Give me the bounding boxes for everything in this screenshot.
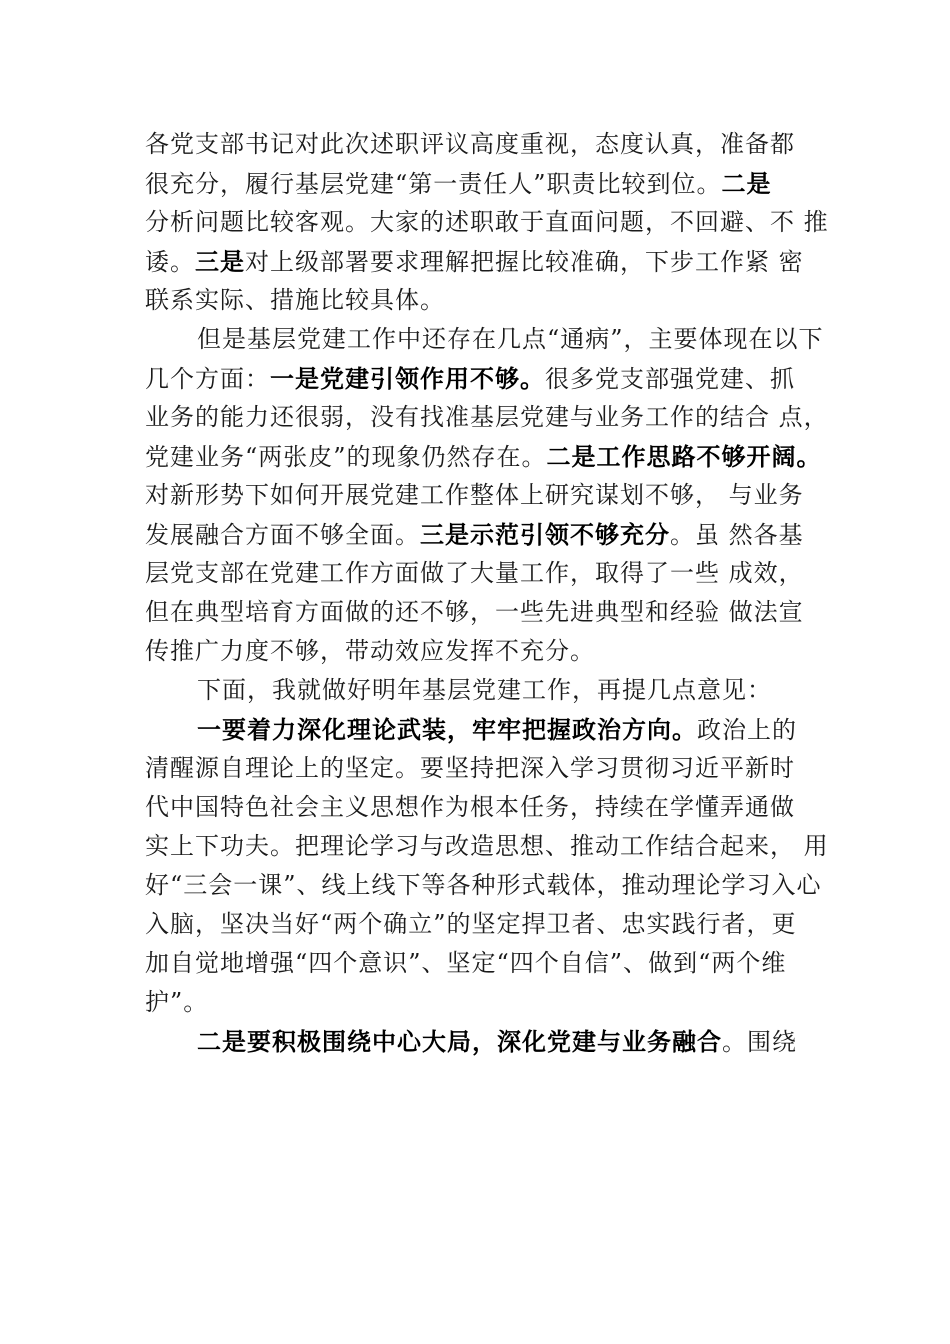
body-text: 诿。 (145, 248, 195, 276)
text-line (145, 476, 845, 515)
bold-heading-text: 三是 (195, 247, 245, 276)
body-text: 党建业务“两张皮”的现象仍然存在。 (145, 443, 547, 471)
text-line (145, 359, 845, 398)
text-line (145, 788, 845, 827)
body-text: 层党支部在党建工作方面做了大量工作，取得了一些 成效， (145, 559, 804, 587)
body-text: 很充分，履行基层党建“第一责任人”职责比较到位。 (145, 170, 722, 198)
body-text: 分析问题比较客观。大家的述职敢于直面问题，不回避、不 推 (145, 208, 829, 236)
paragraph-first-line (145, 671, 845, 710)
body-text: 各党支部书记对此次述职评议高度重视，态度认真，准备都 (145, 130, 795, 158)
body-text: 很多党支部强党建、抓 (545, 365, 795, 393)
body-text: 但在典型培育方面做的还不够，一些先进典型和经验 做法宣 (145, 598, 804, 626)
text-line (145, 983, 845, 1022)
text-line (145, 281, 845, 320)
body-text: 代中国特色社会主义思想作为根本任务，持续在学懂弄通做 (145, 793, 795, 821)
body-text: 政治上的 (697, 716, 797, 744)
body-text: 几个方面： (145, 365, 270, 393)
text-line (145, 515, 845, 554)
text-line (145, 827, 845, 866)
text-line (145, 164, 845, 203)
text-line (145, 749, 845, 788)
text-line (145, 398, 845, 437)
text-line (145, 866, 845, 905)
text-line (145, 437, 845, 476)
bold-heading-text: 三是示范引领不够充分 (420, 520, 670, 549)
paragraph-first-line (145, 710, 845, 749)
text-line (145, 632, 845, 671)
text-line (145, 905, 845, 944)
body-text: 业务的能力还很弱，没有找准基层党建与业务工作的结合 点， (145, 403, 829, 431)
paragraph-first-line (145, 1022, 845, 1061)
body-text: 但是基层党建工作中还存在几点“通病”，主要体现在以下 (197, 325, 824, 353)
bold-heading-text: 一是党建引领作用不够。 (270, 364, 545, 393)
body-text: 对新形势下如何开展党建工作整体上研究谋划不够， 与业务 (145, 481, 804, 509)
body-text: 联系实际、措施比较具体。 (145, 286, 445, 314)
body-text: 。虽 然各基 (670, 521, 804, 549)
body-text: 对上级部署要求理解把握比较准确，下步工作紧 密 (245, 248, 804, 276)
body-text: 加自觉地增强“四个意识”、坚定“四个自信”、做到“两个维 (145, 949, 787, 977)
text-line (145, 203, 845, 242)
text-line (145, 242, 845, 281)
text-line (145, 125, 845, 164)
body-text: 发展融合方面不够全面。 (145, 521, 420, 549)
text-line (145, 554, 845, 593)
body-text: 下面，我就做好明年基层党建工作，再提几点意见： (197, 676, 772, 704)
body-text: 入脑，坚决当好“两个确立”的坚定捍卫者、忠实践行者，更 (145, 910, 797, 938)
body-text: 清醒源自理论上的坚定。要坚持把深入学习贯彻习近平新时 (145, 754, 795, 782)
text-line (145, 944, 845, 983)
body-text: 护”。 (145, 988, 209, 1016)
bold-heading-text: 二是工作思路不够开阔。 (546, 442, 822, 471)
body-text: 实上下功夫。把理论学习与改造思想、推动工作结合起来， 用 (145, 832, 829, 860)
body-text: 传推广力度不够，带动效应发挥不充分。 (145, 637, 595, 665)
body-text: 好“三会一课”、线上线下等各种形式载体，推动理论学习入心 (145, 871, 822, 899)
paragraph-first-line (145, 320, 845, 359)
document-body (145, 125, 845, 1061)
body-text: 。围绕 (722, 1028, 797, 1056)
text-line (145, 593, 845, 632)
bold-heading-text: 二是要积极围绕中心大局，深化党建与业务融合 (197, 1027, 722, 1056)
bold-heading-text: 一要着力深化理论武装，牢牢把握政治方向。 (197, 715, 697, 744)
bold-heading-text: 二是 (721, 169, 772, 198)
